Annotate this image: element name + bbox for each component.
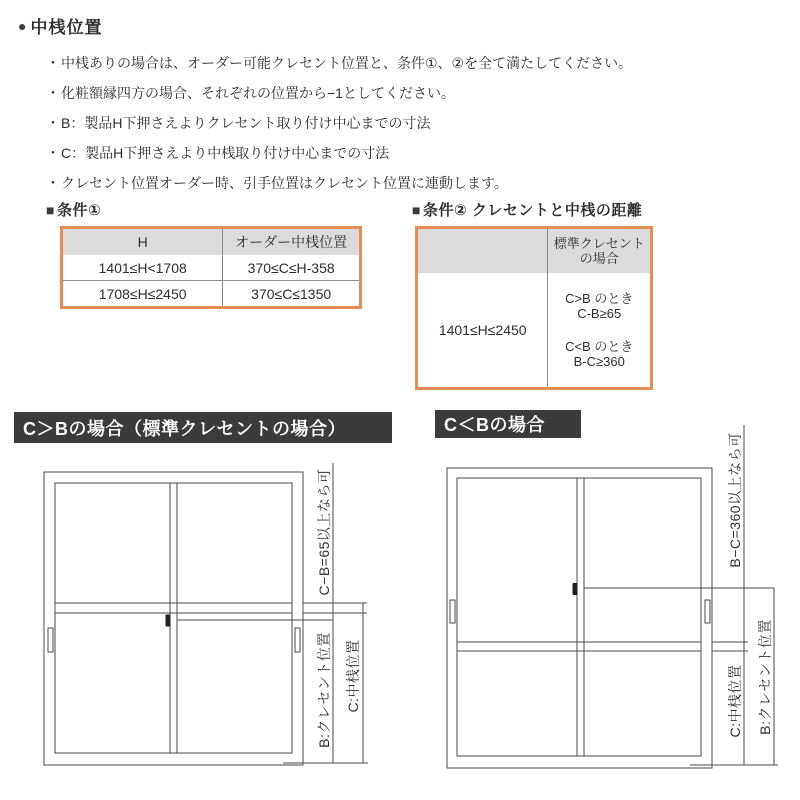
dimension-note-label: B−C=360以上なら可: [727, 432, 743, 568]
section-bar-title: C＞Bの場合（標準クレセントの場合）: [23, 418, 346, 439]
table-cell: 370≤C≤1350: [223, 281, 359, 307]
window-diagram-c-greater-b: [0, 440, 400, 800]
window-frame: [44, 472, 303, 765]
bullet-icon: ・: [46, 175, 60, 191]
table-header-row: [418, 229, 650, 273]
pull-handle: [705, 600, 710, 623]
condition-case: [548, 291, 650, 321]
column-header: [548, 229, 650, 273]
window-frame: [447, 468, 712, 768]
condition2-table: [418, 229, 650, 387]
table-cell: 1401≤H≤2450: [418, 273, 548, 387]
table-cell: 370≤C≤H-358: [223, 255, 359, 281]
column-header: H: [63, 229, 223, 255]
bullet-text: 化粧額縁四方の場合、それぞれの位置から−1としてください。: [61, 85, 455, 101]
list-item: [46, 168, 632, 198]
column-header: オーダー中桟位置: [223, 229, 359, 255]
section-bar-c-greater-b: [14, 412, 392, 443]
case-when: C>B のとき: [565, 291, 634, 306]
condition1-title-text: 条件①: [56, 202, 102, 219]
pull-handle: [450, 600, 455, 623]
window-diagram-c-less-b: [400, 400, 800, 800]
header-line: の場合: [579, 251, 619, 266]
outer-frame: [44, 472, 303, 765]
square-bullet-icon: ■: [46, 201, 55, 218]
condition1-table-box: [60, 226, 362, 309]
condition1-title: [46, 199, 101, 220]
case-rule: B-C≥360: [573, 354, 625, 369]
bullet-icon: ・: [46, 115, 60, 131]
bullet-text: クレセント位置オーダー時、引手位置はクレセント位置に連動します。: [61, 175, 508, 191]
inner-sash-frame: [457, 478, 701, 756]
dimension-lines: [584, 425, 778, 765]
condition2-table-box: [415, 226, 653, 390]
pull-handle: [295, 628, 300, 652]
list-item: [46, 138, 632, 168]
circle-bullet-icon: ●: [18, 17, 28, 34]
outer-frame: [447, 468, 712, 768]
case-rule: C-B≥65: [577, 306, 622, 321]
list-item: [46, 108, 632, 138]
square-bullet-icon: ■: [412, 201, 421, 218]
list-item: [46, 48, 632, 78]
condition2-title-text: 条件② クレセントと中桟の距離: [422, 202, 643, 219]
crescent-lock-icon: [573, 583, 578, 595]
list-item: [46, 78, 632, 108]
crescent-lock-icon: [166, 615, 171, 627]
section-bar-title: C＜Bの場合: [444, 415, 545, 435]
middle-rail-position-label: C:中桟位置: [345, 639, 361, 713]
case-when: C<B のとき: [565, 339, 634, 354]
table-header-row: [63, 229, 359, 255]
pull-handle: [48, 628, 53, 652]
table-cell: 1401≤H<1708: [63, 255, 223, 281]
empty-header-cell: [418, 229, 548, 273]
condition1-table: [63, 229, 359, 306]
bullet-icon: ・: [46, 55, 60, 71]
condition-case: [548, 339, 650, 369]
page-title-text: 中桟位置: [30, 18, 103, 37]
table-cell: 1708≤H≤2450: [63, 281, 223, 307]
bullet-icon: ・: [46, 85, 60, 101]
bullet-icon: ・: [46, 145, 60, 161]
crescent-position-label: B:クレセント位置: [316, 632, 332, 748]
bullet-text: 中桟ありの場合は、オーダー可能クレセント位置と、条件①、②を全て満たしてください。: [61, 55, 633, 71]
condition2-title: [412, 199, 642, 220]
table-row: [63, 281, 359, 307]
bullet-text: B：製品H下押さえよりクレセント取り付け中心までの寸法: [61, 115, 431, 131]
header-line: 標準クレセント: [553, 236, 645, 251]
page-title: [18, 13, 102, 38]
crescent-position-label: B:クレセント位置: [757, 619, 773, 735]
bullet-text: C：製品H下押さえより中桟取り付け中心までの寸法: [61, 145, 390, 161]
middle-rail-position-label: C:中桟位置: [727, 664, 743, 738]
table-cell: [548, 273, 650, 387]
dimension-note-label: C−B=65以上なら可: [316, 468, 332, 596]
intro-bullet-list: [46, 48, 632, 198]
table-row: [63, 255, 359, 281]
table-row: [418, 273, 650, 387]
inner-sash-frame: [55, 483, 292, 753]
